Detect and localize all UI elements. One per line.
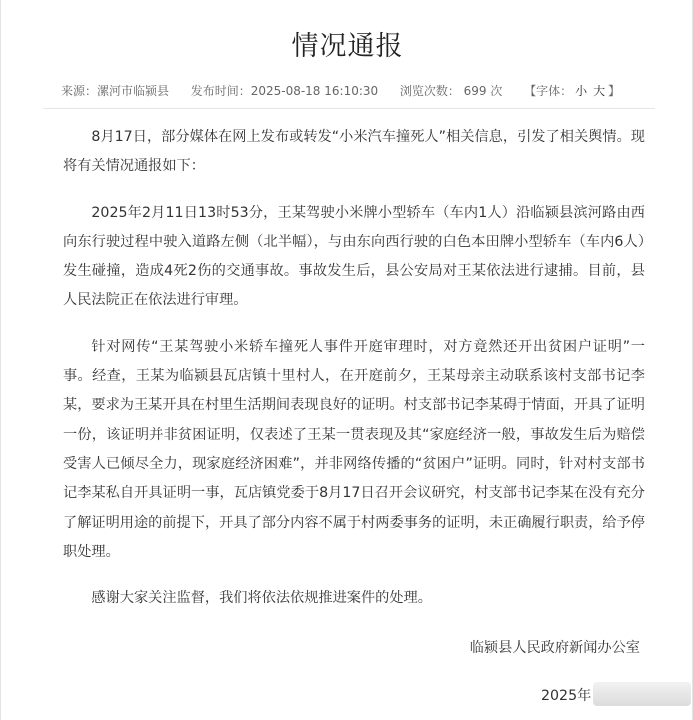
view-count-unit: 次 [490,84,503,98]
issue-date-text: 2025年 [541,688,592,704]
source-label: 来源： [61,84,98,98]
font-size-open: 【字体： [524,84,573,98]
source-value: 漯河市临颍县 [97,84,170,98]
paragraph-investigation: 针对网传“王某驾驶小米轿车撞死人事件开庭审理时，对方竟然还开出贫困户证明”一事。经查，王某为临颍县瓦店镇十里村人，在开庭前夕，王某母亲主动联系该村支部书记李某，要求为王某开具在村里生活期间表现良好的证明。村支部书记李某碍于情面，开具了证明一份，该证明并非贫困证明，仅表述了王某一贯表现及其“家庭经济一般，事故发生后为赔偿受害人已倾尽全力，现家庭经济困难”，并非网络传播的“贫困户”证明。同时，针对村支部书记李某私自开具证明一事，瓦店镇党委于8月17日召开会议研究，村支部书记李某在没有充分了解证明用途的前提下，开具了部分内容不属于村两委事务的证明，未正确履行职责，给予停职处理。 [63,338,645,560]
paragraph-thanks: 感谢大家关注监督，我们将依法依规推进案件的处理。 [91,590,432,607]
view-count-value: 699 [463,84,487,98]
paragraph-accident: 2025年2月11日13时53分，王某驾驶小米牌小型轿车（车内1人）沿临颍县滨河路由西向东行驶过程中驶入道路左侧（北半幅），与由东向西行驶的白色本田牌小型轿车（车内6人）发生碰撞，造成4死2伤的交通事故。事故发生后，县公安局对王某依法进行逮捕。目前，县人民法院正在依法进行审理。 [63,204,645,309]
font-small-link[interactable]: 小 [575,84,588,98]
font-size-switcher [524,82,620,99]
page-title: 情况通报 [291,31,404,62]
publish-time-label: 发布时间： [190,84,251,98]
issuer-signature: 临颍县人民政府新闻办公室 [469,640,640,656]
font-large-link[interactable]: 大 [593,84,606,98]
watermark-overlay [593,682,691,706]
issue-date [541,684,691,708]
view-count-label: 浏览次数： [399,84,460,98]
header-divider [43,108,655,109]
paragraph-intro: 8月17日，部分媒体在网上发布或转发“小米汽车撞死人”相关信息，引发了相关舆情。现将有关情况通报如下： [63,129,645,175]
article-meta [61,82,661,99]
font-size-close: 】 [608,84,621,98]
publish-time-value: 2025-08-18 16:10:30 [250,84,379,98]
article-body [63,123,645,630]
